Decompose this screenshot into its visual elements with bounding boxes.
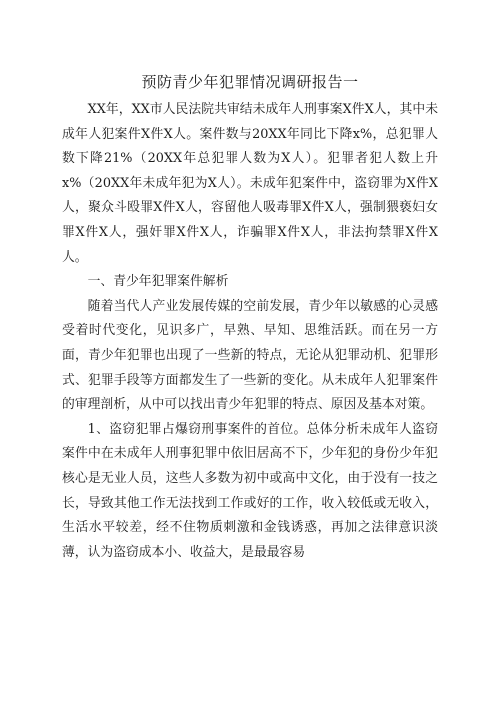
paragraph-theft: 1、盗窃犯罪占爆窃刑事案件的首位。总体分析未成年人盗窃案件中在未成年人刑事犯罪中依旧居高不下，少年犯的身份少年犯核心是无业人员，这些人多数为初中或高中文化，由于没有一技之长，导致其他工作无法找到工作或好的工作，收入较低或无收入，生活水平较差，经不住物质刺激和金钱诱惑，再加之法律意识淡薄，认为盗窃成本小、收益大，是最最容易 [62, 421, 438, 560]
document-body [62, 98, 438, 565]
document-title: 预防青少年犯罪情况调研报告一 [141, 73, 359, 91]
paragraph-analysis: 随着当代人产业发展传媒的空前发展，青少年以敏感的心灵感受着时代变化，见识多广，早熟、早知、思维活跃。而在另一方面，青少年犯罪也出现了一些新的特点，无论从犯罪动机、犯罪形式、犯罪手段等方面都发生了一些新的变化。从未成年人犯罪案件的审理剖析，从中可以找出青少年犯罪的特点、原因及基本对策。 [62, 298, 438, 413]
section-heading: 一、青少年犯罪案件解析 [87, 274, 229, 290]
paragraph-statistics: XX年，XX市人民法院共审结未成年人刑事案X件X人，其中未成年人犯案件X件X人。案件数与20XX年同比下降x%，总犯罪人数下降21%（20XX年总犯罪人数为X人）。犯罪者犯人数上升x%（20XX年未成年犯为X人）。未成年犯案件中，盗窃罪为X件X人，聚众斗殴罪X件X人，容留他人吸毒罪X件X人，强制猥亵妇女罪X件X人，强奸罪X件X人，诈骗罪X件X人，非法拘禁罪X件X人。 [62, 102, 438, 265]
